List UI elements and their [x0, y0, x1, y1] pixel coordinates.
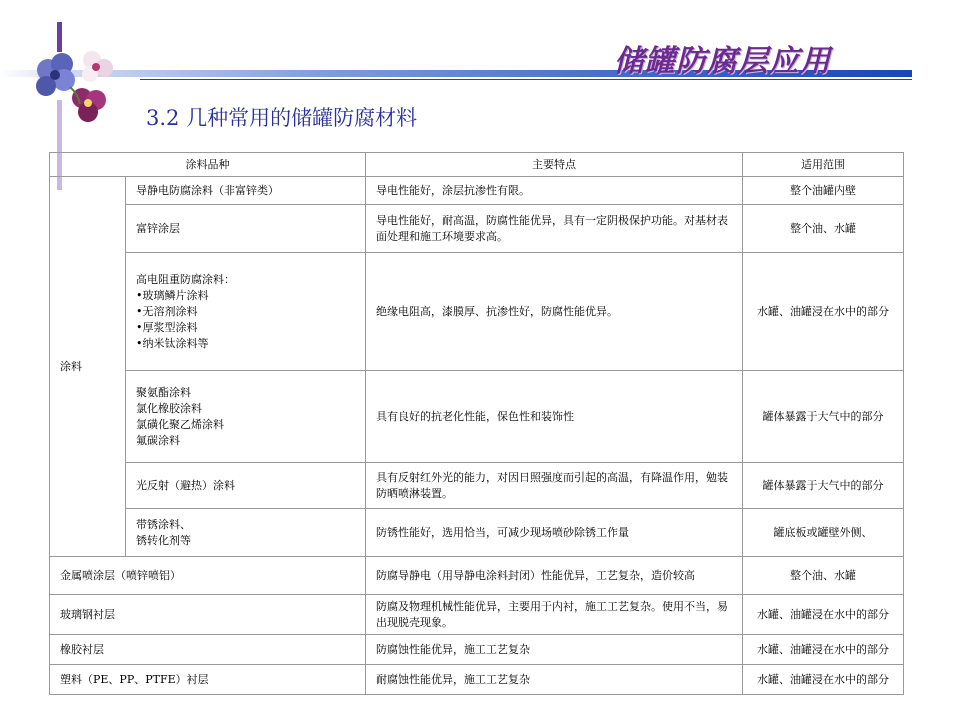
scope-cell: 水罐、油罐浸在水中的部分: [743, 253, 904, 371]
features-cell: 绝缘电阻高，漆膜厚、抗渗性好，防腐性能优异。: [366, 253, 743, 371]
scope-cell: 整个油罐内壁: [743, 177, 904, 205]
group-label-cell: 涂料: [50, 177, 126, 557]
material-name-cell: 金属喷涂层（喷锌喷铝）: [50, 557, 366, 595]
scope-cell: 整个油、水罐: [743, 205, 904, 253]
table-row: [50, 371, 904, 463]
column-header: 适用范围: [743, 153, 904, 177]
features-cell: 具有反射红外光的能力，对因日照强度而引起的高温，有降温作用，勉装防晒喷淋装置。: [366, 463, 743, 509]
table-row: [50, 177, 904, 205]
features-cell: 防腐及物理机械性能优异，主要用于内衬，施工工艺复杂。使用不当，易出现脱壳现象。: [366, 595, 743, 635]
table-row: [50, 205, 904, 253]
features-cell: 导电性能好，耐高温，防腐性能优异，具有一定阴极保护功能。对基材表面处理和施工环境要求高。: [366, 205, 743, 253]
flower-magenta-icon: [72, 88, 106, 122]
table-row: [50, 665, 904, 695]
table-header-row: [50, 153, 904, 177]
scope-cell: 罐体暴露于大气中的部分: [743, 463, 904, 509]
column-header: 主要特点: [366, 153, 743, 177]
material-name-cell: 玻璃钢衬层: [50, 595, 366, 635]
material-name-cell: 带锈涂料、 锈转化剂等: [126, 509, 366, 557]
table-row: [50, 595, 904, 635]
scope-cell: 水罐、油罐浸在水中的部分: [743, 635, 904, 665]
features-cell: 耐腐蚀性能优异，施工工艺复杂: [366, 665, 743, 695]
features-cell: 具有良好的抗老化性能，保色性和装饰性: [366, 371, 743, 463]
scope-cell: 罐体暴露于大气中的部分: [743, 371, 904, 463]
slide-header-title: 储罐防腐层应用: [614, 44, 831, 79]
material-name-cell: 聚氨酯涂料 氯化橡胶涂料 氯磺化聚乙烯涂料 氟碳涂料: [126, 371, 366, 463]
features-cell: 防锈性能好，选用恰当，可减少现场喷砂除锈工作量: [366, 509, 743, 557]
scope-cell: 水罐、油罐浸在水中的部分: [743, 595, 904, 635]
table-row: [50, 253, 904, 371]
table-row: [50, 509, 904, 557]
material-name-cell: 光反射（避热）涂料: [126, 463, 366, 509]
table-row: [50, 557, 904, 595]
material-name-cell: 塑料（PE、PP、PTFE）衬层: [50, 665, 366, 695]
features-cell: 导电性能好，涂层抗渗性有限。: [366, 177, 743, 205]
material-name-cell: 高电阻重防腐涂料： •玻璃鳞片涂料 •无溶剂涂料 •厚浆型涂料 •纳米钛涂料等: [126, 253, 366, 371]
material-name-cell: 橡胶衬层: [50, 635, 366, 665]
material-name-cell: 导静电防腐涂料（非富锌类）: [126, 177, 366, 205]
section-heading: 3.2 几种常用的储罐防腐材料: [146, 106, 418, 130]
scope-cell: 整个油、水罐: [743, 557, 904, 595]
material-name-cell: 富锌涂层: [126, 205, 366, 253]
scope-cell: 水罐、油罐浸在水中的部分: [743, 665, 904, 695]
flower-white-icon: [82, 51, 113, 82]
features-cell: 防腐蚀性能优异，施工工艺复杂: [366, 635, 743, 665]
features-cell: 防腐导静电（用导静电涂料封闭）性能优异，工艺复杂，造价较高: [366, 557, 743, 595]
column-header: 涂料品种: [50, 153, 366, 177]
flower-blue-icon: [36, 53, 75, 96]
scope-cell: 罐底板或罐壁外侧、: [743, 509, 904, 557]
materials-table: [49, 152, 904, 695]
flower-logo-image: [20, 42, 130, 126]
table-row: [50, 635, 904, 665]
table-row: [50, 463, 904, 509]
